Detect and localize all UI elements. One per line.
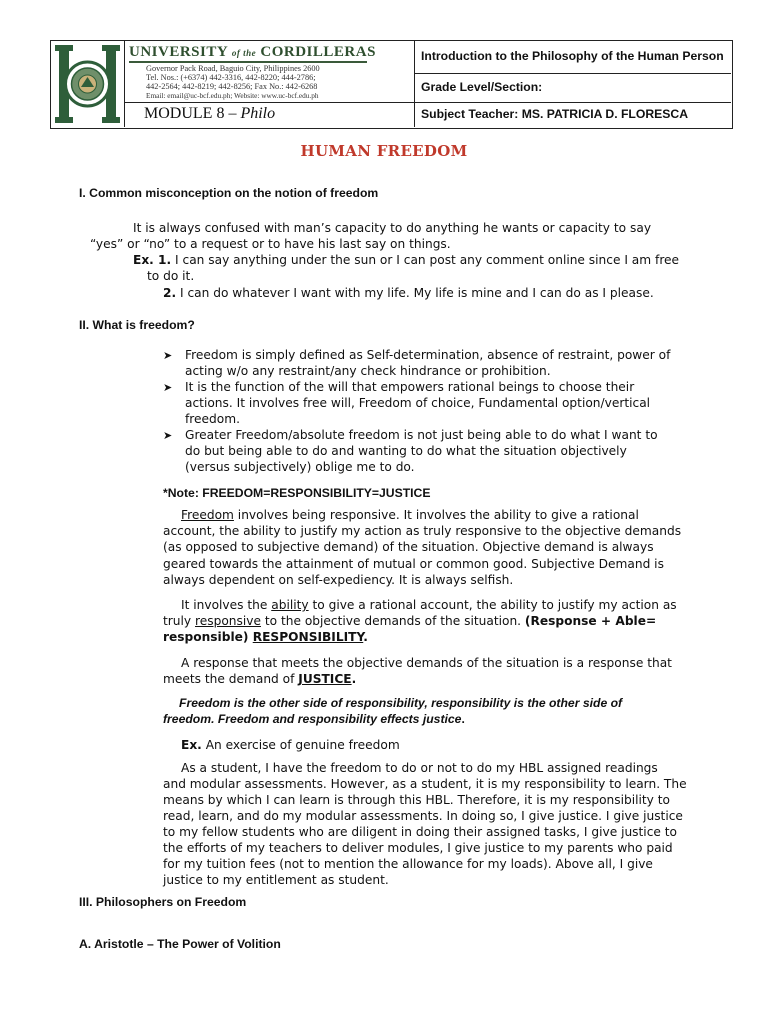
section-3a-heading: A. Aristotle – The Power of Volition	[79, 937, 281, 951]
bullet-2-line: actions. It involves free will, Freedom of choice, Fundamental option/vertical	[185, 396, 651, 410]
subject-teacher-cell	[415, 102, 731, 127]
para-e-line: to my fellow students who are diligent in doing their assigned tasks, I give justice to	[163, 825, 678, 839]
para-a-line: always dependent on self-expediency. It is always selfish.	[163, 573, 514, 587]
subject-teacher: Subject Teacher: MS. PATRICIA D. FLORESCA	[421, 107, 689, 121]
logo-cell	[51, 41, 125, 127]
para-a-line: account, the ability to justify my action as truly responsive to the objective demands	[163, 524, 682, 538]
para-b-line: It involves the ability to give a rational account, the ability to justify my action as	[181, 598, 677, 612]
course-title-cell	[415, 41, 731, 74]
university-name-rule	[129, 61, 367, 63]
para-e-line: and modular assessments. However, as a student, it is my responsibility to learn. The	[163, 777, 687, 791]
para-e-line: read, learn, and do my modular assessments. In doing so, I give justice. I give justice	[163, 809, 683, 823]
phone-line: Tel. Nos.: (+6374) 442-3316, 442-8220; 444-2786;	[146, 73, 316, 82]
fax-line: 442-2564; 442-8219; 442-8256; Fax No.: 442-6268	[146, 82, 318, 91]
bullet-1-line: Freedom is simply defined as Self-determination, absence of restraint, power of	[185, 348, 671, 362]
para-e-line: the efforts of my teachers to deliver modules, I give justice to my parents who paid	[163, 841, 673, 855]
module-label: MODULE 8 – Philo	[144, 105, 276, 122]
bullet-2-line: freedom.	[185, 412, 240, 426]
arrowhead-bullet-icon: ➤	[163, 349, 173, 362]
example-2: 2. I can do whatever I want with my life. My life is mine and I can do as I please.	[163, 286, 654, 300]
para-c-line: meets the demand of JUSTICE.	[163, 672, 357, 686]
university-seal-icon	[51, 41, 124, 127]
section-3-heading: III. Philosophers on Freedom	[79, 895, 247, 909]
exercise-example: Ex. An exercise of genuine freedom	[181, 738, 400, 752]
para-a-line: (as opposed to subjective demand) of the situation. Objective demand is always	[163, 540, 654, 554]
bullet-1-line: acting w/o any restraint/any check hindrance or prohibition.	[185, 364, 551, 378]
course-title: Introduction to the Philosophy of the Human Person	[421, 49, 724, 63]
para-e-line: As a student, I have the freedom to do or not to do my HBL assigned readings	[181, 761, 658, 775]
arrowhead-bullet-icon: ➤	[163, 381, 173, 394]
s1-paragraph-line: “yes” or “no” to a request or to have his last say on things.	[90, 237, 451, 251]
example-1: Ex. 1. I can say anything under the sun or I can post any comment online since I am free	[133, 253, 680, 267]
bullet-2-line: It is the function of the will that empowers rational beings to choose their	[185, 380, 635, 394]
bullet-3-line: Greater Freedom/absolute freedom is not just being able to do what I want to	[185, 428, 658, 442]
para-c-line: A response that meets the objective demands of the situation is a response that	[181, 656, 672, 670]
example-1-cont: to do it.	[147, 269, 195, 283]
module-header-table	[50, 40, 733, 129]
grade-level-cell	[415, 73, 731, 103]
para-d-line: freedom. Freedom and responsibility effects justice.	[163, 712, 465, 726]
section-2-heading: II. What is freedom?	[79, 318, 195, 332]
grade-level-label: Grade Level/Section:	[421, 80, 543, 94]
para-e-line: means by which I can learn is through this HBL. Therefore, it is my responsibility to	[163, 793, 671, 807]
para-e-line: for my tuition fees (not to mention the allowance for my loads). Above all, I give	[163, 857, 653, 871]
university-name: UNIVERSITY of the CORDILLERAS	[129, 44, 376, 60]
section-1-heading: I. Common misconception on the notion of freedom	[79, 186, 379, 200]
bullet-3-line: do but being able to do and wanting to do what the situation objectively	[185, 444, 627, 458]
para-a-line: Freedom involves being responsive. It involves the ability to give a rational	[181, 508, 639, 522]
s1-paragraph-line: It is always confused with man’s capacity to do anything he wants or capacity to say	[133, 221, 652, 235]
university-info-cell	[124, 41, 415, 103]
document-title: HUMAN FREEDOM	[300, 142, 468, 160]
contact-line: Email: email@uc-bcf.edu.ph; Website: www.uc-bcf.edu.ph	[146, 91, 319, 100]
arrowhead-bullet-icon: ➤	[163, 429, 173, 442]
para-b-line: truly responsive to the objective demands of the situation. (Response + Able=	[163, 614, 657, 628]
bullet-3-line: (versus subjectively) oblige me to do.	[185, 460, 415, 474]
para-e-line: justice to my entitlement as student.	[163, 873, 389, 887]
para-b-line: responsible) RESPONSIBILITY.	[163, 630, 368, 644]
note-line: *Note: FREEDOM=RESPONSIBILITY=JUSTICE	[163, 486, 431, 500]
address-line: Governor Pack Road, Baguio City, Philippines 2600	[146, 64, 320, 73]
para-a-line: geared towards the attainment of mutual or common good. Subjective Demand is	[163, 557, 664, 571]
para-d-line: Freedom is the other side of responsibility, responsibility is the other side of	[179, 696, 623, 710]
module-cell	[124, 102, 415, 127]
